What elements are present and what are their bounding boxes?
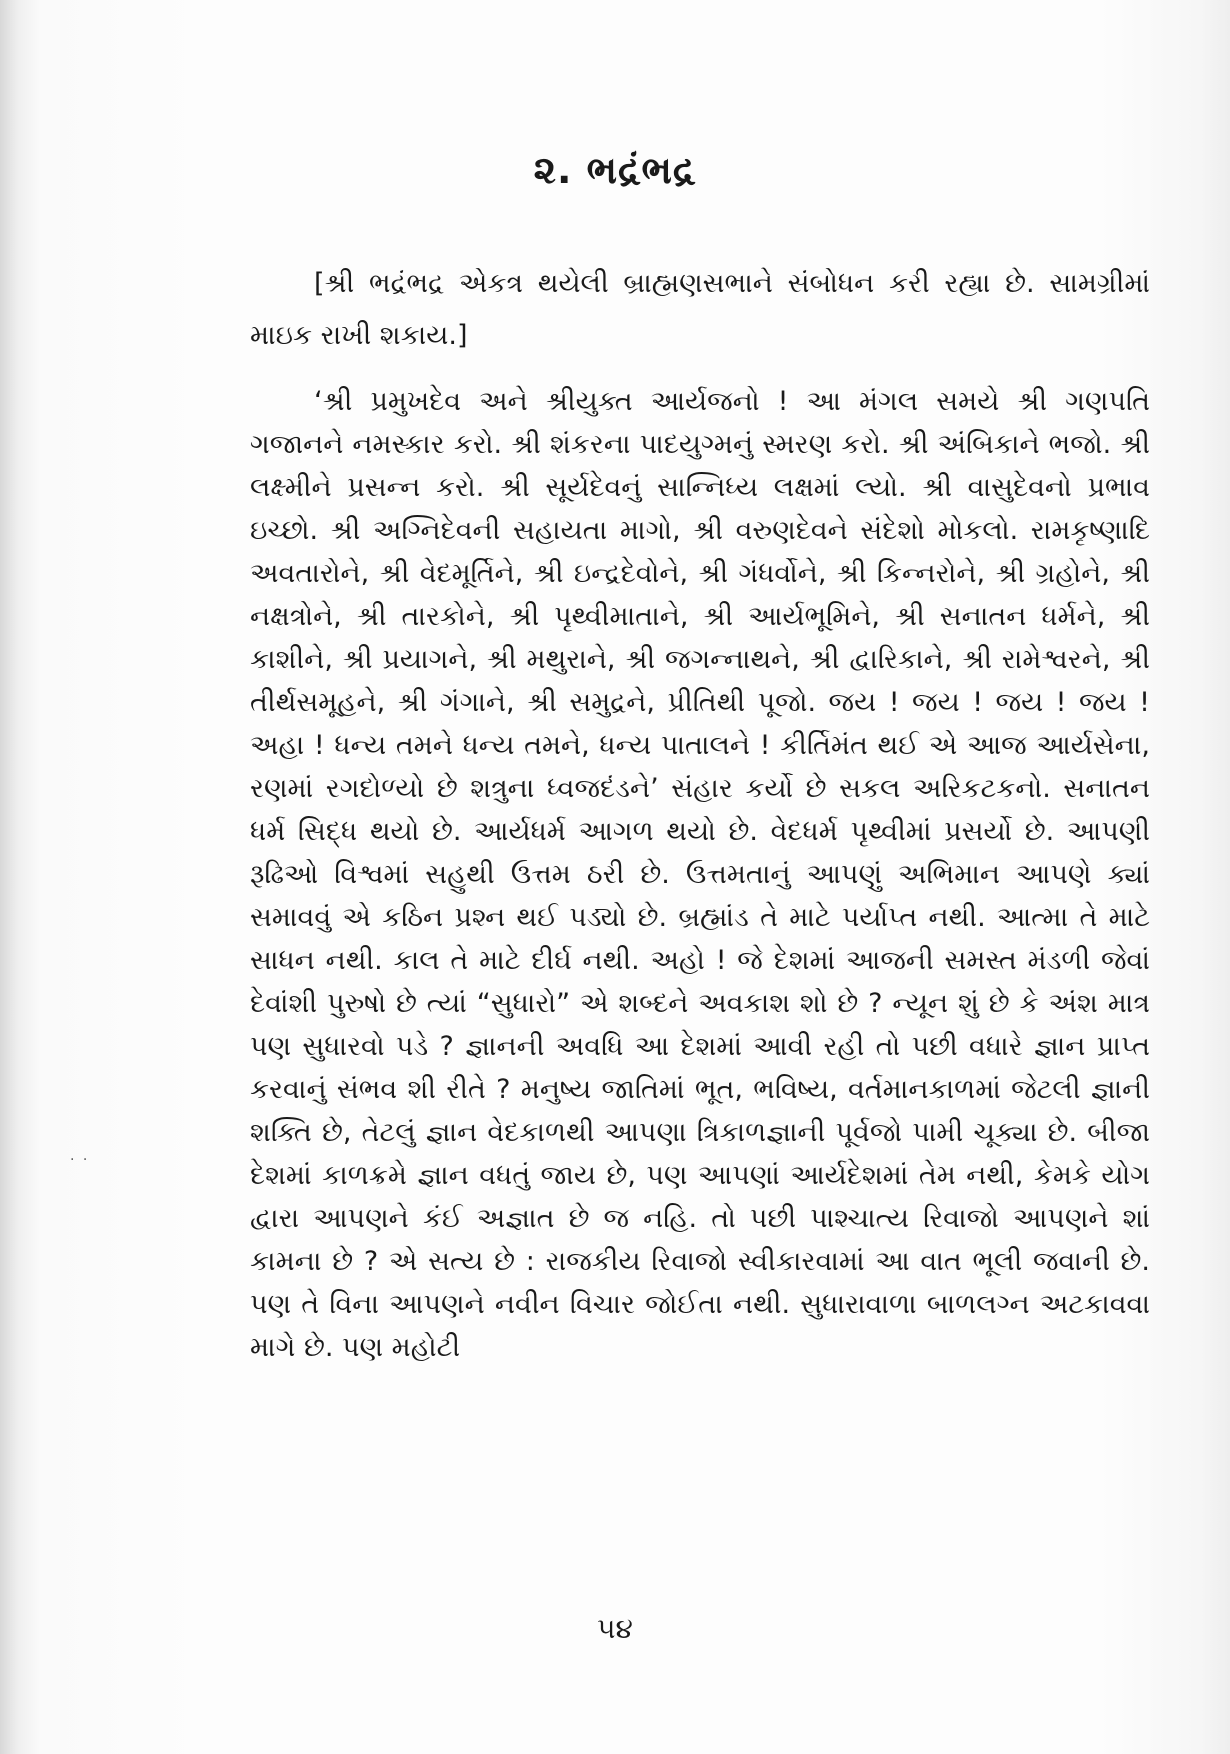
speech-paragraph: ‘શ્રી પ્રમુખદેવ અને શ્રીયુક્ત આર્યજનો ! આ મંગલ સમયે શ્રી ગણપતિ ગજાનને નમસ્કાર કરો. શ્રી શંકરના પાદયુગ્મનું સ્મરણ કરો. શ્રી અંબિકાને ભજો. શ્રી લક્ષ્મીને પ્રસન્ન કરો. શ્રી સૂર્યદેવનું સાન્નિધ્ય લક્ષમાં લ્યો. શ્રી વાસુદેવનો પ્રભાવ ઇચ્છો. શ્રી અગ્નિદેવની સહાયતા માગો, શ્રી વરુણદેવને સંદેશો મોકલો. રામકૃષ્ણાદિ અવતારોને, શ્રી વેદમૂર્તિને, શ્રી ઇન્દ્રદેવોને, શ્રી ગંધર્વોને, શ્રી કિન્નરોને, શ્રી ગ્રહોને, શ્રી નક્ષત્રોને, શ્રી તારકોને, શ્રી પૃથ્વીમાતાને, શ્રી આર્યભૂમિને, શ્રી સનાતન ધર્મને, શ્રી કાશીને, શ્રી પ્રયાગને, શ્રી મથુરાને, શ્રી જગન્નાથને, શ્રી દ્વારિકાને, શ્રી રામેશ્વરને, શ્રી તીર્થસમૂહને, શ્રી ગંગાને, શ્રી સમુદ્રને, પ્રીતિથી પૂજો. જય ! જય ! જય ! જય ! અહા ! ધન્ય તમને ધન્ય તમને, ધન્ય પાતાલને ! કીર્તિમંત થઈ એ આજ આર્યસેના, રણમાં રગદોળ્યો છે શત્રુના ધ્વજદંડને’ સંહાર કર્યો છે સકલ અરિકટકનો. સનાતન ધર્મ સિદ્ધ થયો છે. આર્યધર્મ આગળ થયો છે. વેદધર્મ પૃથ્વીમાં પ્રસર્યો છે. આપણી રૂઢિઓ વિશ્વમાં સહુથી ઉત્તમ ઠરી છે. ઉત્તમતાનું આપણું અભિમાન આપણે ક્યાં સમાવવું એ કઠિન પ્રશ્ન થઈ પડ્યો છે. બ્રહ્માંડ તે માટે પર્યાપ્ત નથી. આત્મા તે માટે સાધન નથી. કાલ તે માટે દીર્ઘ નથી. અહો ! જે દેશમાં આજની સમસ્ત મંડળી જેવાં દેવાંશી પુરુષો છે ત્યાં “સુધારો” એ શબ્દને અવકાશ શો છે ? ન્યૂન શું છે કે અંશ માત્ર પણ સુધારવો પડે ? જ્ઞાનની અવધિ આ દેશમાં આવી રહી તો પછી વધારે જ્ઞાન પ્રાપ્ત કરવાનું સંભવ શી રીતે ? મનુષ્ય જાતિમાં ભૂત, ભવિષ્ય, વર્તમાનકાળમાં જેટલી જ્ઞાની શક્તિ છે, તેટલું જ્ઞાન વેદકાળથી આપણા ત્રિકાળજ્ઞાની પૂર્વજો પામી ચૂક્યા છે. બીજા દેશમાં કાળક્રમે જ્ઞાન વધતું જાય છે, પણ આપણાં આર્યદેશમાં તેમ નથી, કેમકે યોગ દ્વારા આપણને કંઈ અજ્ઞાત છે જ નહિ. તો પછી પાશ્ચાત્ય રિવાજો આપણને શાં કામના છે ? એ સત્ય છે : રાજકીય રિવાજો સ્વીકારવામાં આ વાત ભૂલી જવાની છે. પણ તે વિના આપણને નવીન વિચાર જોઈતા નથી. સુધારાવાળા બાળલગ્ન અટકાવવા માગે છે. પણ મહોટી — [250, 386, 1150, 1363]
chapter-title: ૨. ભદ્રંભદ્ર — [533, 148, 697, 192]
margin-mark: · · — [70, 1152, 90, 1168]
stage-direction: [શ્રી ભદ્રંભદ્ર એકત્ર થયેલી બ્રાહ્મણસભાને સંબોધન કરી રહ્યા છે. સામગ્રીમાં માઇક રાખી શકાય.] — [250, 268, 1150, 351]
page-number: ૫૪ — [597, 1612, 633, 1645]
